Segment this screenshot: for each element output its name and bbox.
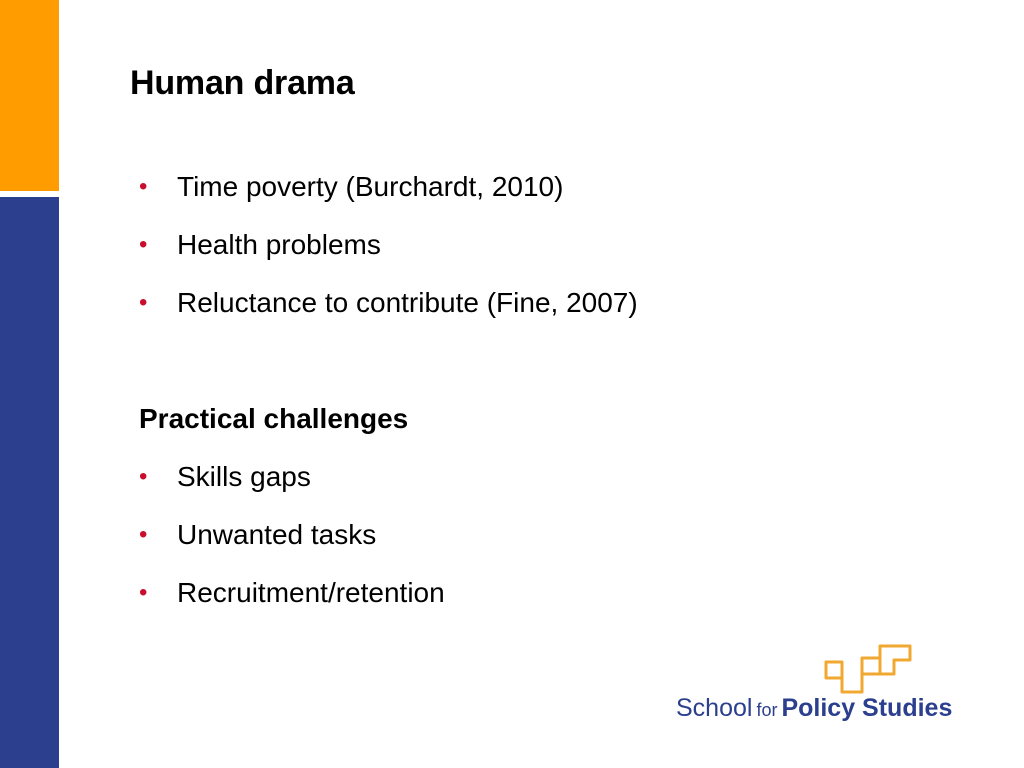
bullet-icon: • [139, 463, 148, 490]
slide-title: Human drama [130, 64, 355, 102]
bullet-list-group2 [139, 462, 959, 608]
bullet-icon: • [139, 579, 148, 606]
slide-content [139, 172, 959, 636]
bullet-list-group1 [139, 172, 959, 318]
section-subheading: Practical challenges [139, 403, 409, 434]
logo-word-school: School [676, 694, 753, 722]
bullet-icon: • [139, 231, 148, 258]
bullet-item [139, 288, 959, 318]
bullet-item [139, 520, 959, 550]
bullet-item [139, 230, 959, 260]
spacer [139, 346, 959, 404]
bullet-item [139, 172, 959, 202]
bullet-item [139, 462, 959, 492]
stepped-squares-logo-icon [824, 644, 914, 694]
logo-word-for: for [756, 700, 778, 720]
bullet-text: Health problems [177, 229, 381, 260]
bullet-item [139, 578, 959, 608]
bullet-icon: • [139, 173, 148, 200]
bullet-text: Unwanted tasks [177, 519, 377, 550]
blue-side-bar [0, 197, 59, 768]
bullet-text: Recruitment/retention [177, 577, 445, 608]
school-for-policy-studies-logo [676, 644, 976, 734]
logo-wordmark [676, 694, 952, 723]
bullet-text: Time poverty (Burchardt, 2010) [177, 171, 564, 202]
logo-word-policy-studies: Policy Studies [781, 694, 953, 722]
bullet-icon: • [139, 521, 148, 548]
orange-side-bar [0, 0, 59, 191]
bullet-text: Reluctance to contribute (Fine, 2007) [177, 287, 638, 318]
bullet-text: Skills gaps [177, 461, 311, 492]
bullet-icon: • [139, 289, 148, 316]
